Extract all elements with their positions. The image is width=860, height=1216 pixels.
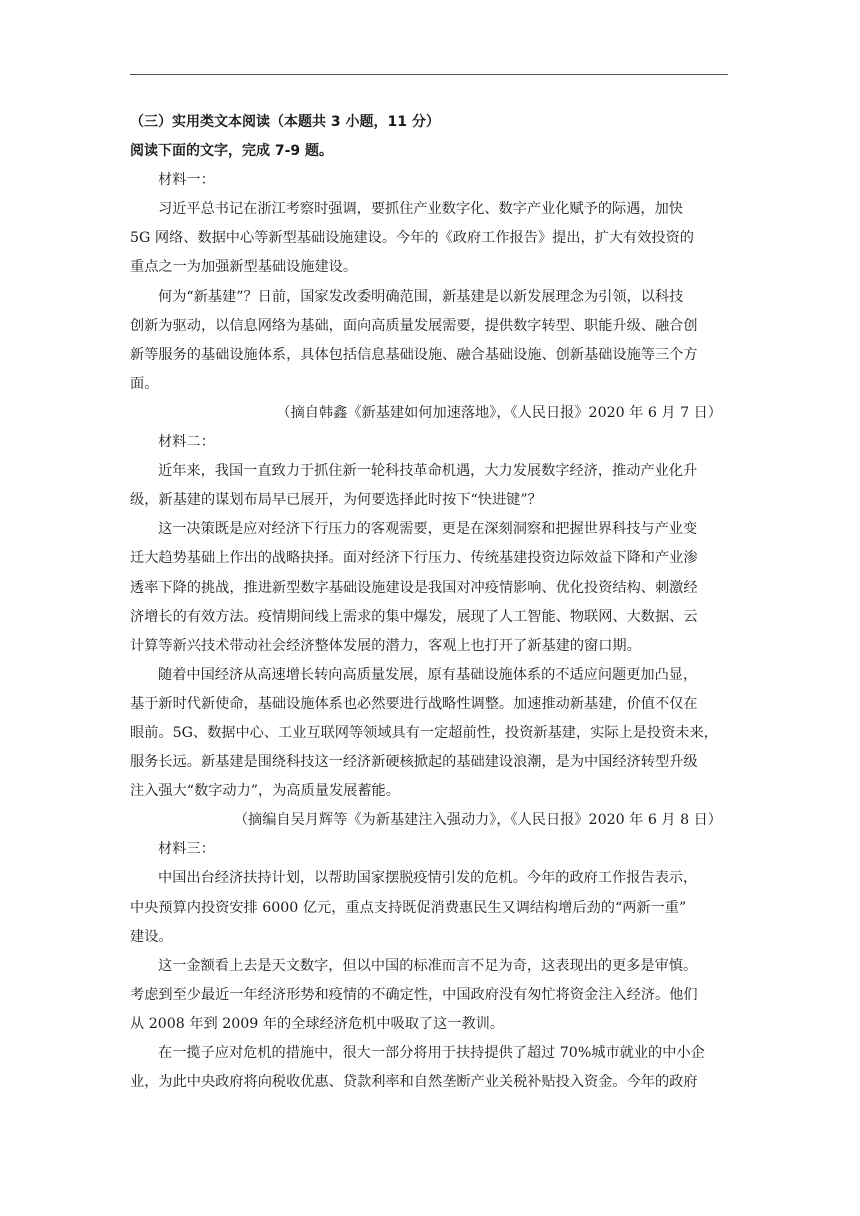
paragraph-line: 创新为驱动，以信息网络为基础，面向高质量发展需要，提供数字转型、职能升级、融合创 bbox=[130, 317, 698, 334]
material-label: 材料三： bbox=[158, 841, 215, 858]
paragraph-line: 注入强大“数字动力”，为高质量发展蓄能。 bbox=[130, 783, 400, 800]
paragraph-line: 建设。 bbox=[130, 928, 173, 945]
paragraph-line: 在一揽子应对危机的措施中，很大一部分将用于扶持提供了超过 70%城市就业的中小企 bbox=[158, 1045, 705, 1061]
paragraph-line: 考虑到至少最近一年经济形势和疫情的不确定性，中国政府没有匆忙将资金注入经济。他们 bbox=[130, 986, 698, 1003]
paragraph-line: 中央预算内投资安排 6000 亿元，重点支持既促消费惠民生又调结构增后劲的“两新一重” bbox=[130, 899, 687, 916]
paragraph-line: 级，新基建的谋划布局早已展开，为何要选择此时按下“快进键”？ bbox=[130, 492, 542, 509]
instruction: 阅读下面的文字，完成 7-9 题。 bbox=[130, 143, 334, 160]
section-heading: （三）实用类文本阅读（本题共 3 小题，11 分） bbox=[130, 114, 440, 130]
paragraph-line: 面。 bbox=[130, 375, 159, 392]
paragraph-line: 从 2008 年到 2009 年的全球经济危机中吸取了这一教训。 bbox=[130, 1015, 505, 1032]
paragraph-line: 济增长的有效方法。疫情期间线上需求的集中爆发，展现了人工智能、物联网、大数据、云 bbox=[130, 608, 698, 625]
paragraph-line: 何为“新基建”？日前，国家发改委明确范围，新基建是以新发展理念为引领，以科技 bbox=[158, 288, 684, 305]
paragraph-line: 习近平总书记在浙江考察时强调，要抓住产业数字化、数字产业化赋予的际遇，加快 bbox=[158, 201, 683, 218]
source-citation: （摘自韩鑫《新基建如何加速落地》，《人民日报》2020 年 6 月 7 日） bbox=[276, 404, 722, 421]
paragraph-line: 这一金额看上去是天文数字，但以中国的标准而言不足为奇，这表现出的更多是审慎。 bbox=[158, 957, 698, 974]
paragraph-line: 业，为此中央政府将向税收优惠、贷款利率和自然垄断产业关税补贴投入资金。今年的政府 bbox=[130, 1074, 698, 1091]
source-citation: （摘编自吴月辉等《为新基建注入强动力》，《人民日报》2020 年 6 月 8 日） bbox=[233, 812, 722, 829]
header-rule bbox=[130, 74, 728, 75]
paragraph-line: 随着中国经济从高速增长转向高质量发展，原有基础设施体系的不适应问题更加凸显， bbox=[158, 666, 698, 683]
paragraph-line: 基于新时代新使命，基础设施体系也必然要进行战略性调整。加速推动新基建，价值不仅在 bbox=[130, 695, 698, 712]
paragraph-line: 重点之一为加强新型基础设施建设。 bbox=[130, 259, 358, 276]
paragraph-line: 5G 网络、数据中心等新型基础设施建设。今年的《政府工作报告》提出，扩大有效投资的 bbox=[130, 230, 694, 247]
paragraph-line: 新等服务的基础设施体系，具体包括信息基础设施、融合基础设施、创新基础设施等三个方 bbox=[130, 346, 698, 363]
paragraph-line: 眼前。5G、数据中心、工业互联网等领域具有一定超前性，投资新基建，实际上是投资未来， bbox=[130, 724, 718, 741]
reading-section bbox=[130, 108, 728, 1097]
paragraph-line: 迁大趋势基础上作出的战略抉择。面对经济下行压力、传统基建投资边际效益下降和产业渗 bbox=[130, 550, 698, 567]
paragraph-line: 服务长远。新基建是围绕科技这一经济新硬核掀起的基础建设浪潮，是为中国经济转型升级 bbox=[130, 754, 698, 771]
paragraph-line: 近年来，我国一直致力于抓住新一轮科技革命机遇，大力发展数字经济，推动产业化升 bbox=[158, 463, 698, 480]
paragraph-line: 这一决策既是应对经济下行压力的客观需要，更是在深刻洞察和把握世界科技与产业变 bbox=[158, 521, 698, 538]
paragraph-line: 计算等新兴技术带动社会经济整体发展的潜力，客观上也打开了新基建的窗口期。 bbox=[130, 637, 641, 654]
paragraph-line: 透率下降的挑战，推进新型数字基础设施建设是我国对冲疫情影响、优化投资结构、刺激经 bbox=[130, 579, 698, 596]
paragraph-line: 中国出台经济扶持计划，以帮助国家摆脱疫情引发的危机。今年的政府工作报告表示， bbox=[158, 870, 698, 887]
material-label: 材料二： bbox=[158, 434, 215, 451]
material-label: 材料一： bbox=[158, 172, 215, 189]
